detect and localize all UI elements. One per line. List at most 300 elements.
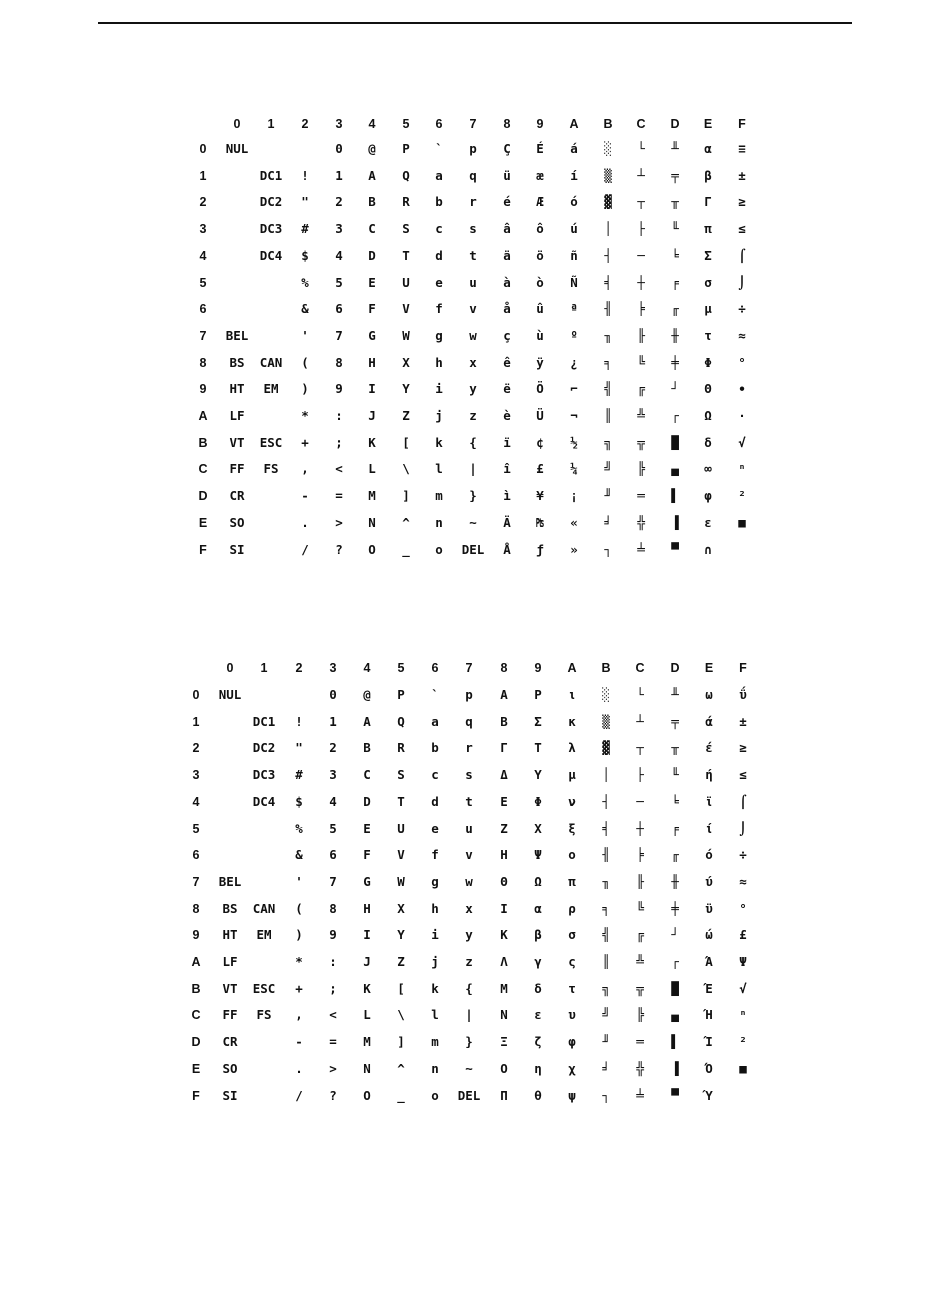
- table-cell: m: [435, 488, 443, 504]
- table-cell: &: [301, 301, 309, 317]
- table-cell: Γ: [500, 740, 508, 756]
- column-header: 8: [500, 661, 508, 675]
- table-cell: |: [469, 461, 477, 477]
- table-cell: J: [368, 408, 376, 423]
- table-cell: ╘: [671, 793, 679, 809]
- table-cell: ¿: [570, 354, 578, 370]
- table-cell: ": [301, 194, 309, 210]
- table-cell: ╥: [671, 740, 679, 756]
- table-cell: f: [431, 847, 439, 863]
- table-cell: c: [435, 221, 443, 237]
- table-cell: φ: [568, 1034, 576, 1050]
- table-cell: VT: [229, 434, 245, 450]
- table-cell: α: [704, 141, 712, 156]
- table-cell: ⌡: [739, 820, 747, 836]
- table-cell: L: [368, 461, 376, 477]
- table-cell: ▌: [671, 1034, 679, 1050]
- column-header: 4: [368, 117, 376, 131]
- table-cell: █: [671, 434, 679, 450]
- table-cell: B: [368, 194, 376, 210]
- row-header: 7: [199, 328, 207, 343]
- table-cell: Ç: [503, 141, 511, 156]
- table-cell: Ά: [705, 954, 713, 969]
- table-cell: n: [435, 514, 443, 530]
- row-header: 0: [192, 688, 200, 702]
- table-cell: ╢: [602, 847, 610, 863]
- table-cell: b: [431, 740, 439, 756]
- table-cell: *: [301, 408, 309, 423]
- table-cell: Ρ: [534, 687, 542, 702]
- table-cell: π: [704, 221, 712, 237]
- table-cell: Λ: [500, 954, 508, 969]
- table-cell: ª: [570, 301, 578, 317]
- table-cell: FS: [263, 461, 279, 477]
- table-cell: ?: [329, 1087, 337, 1103]
- table-cell: Τ: [534, 740, 542, 756]
- table-cell: x: [465, 900, 473, 916]
- table-cell: ╬: [636, 1060, 644, 1076]
- table-cell: υ: [568, 1007, 576, 1023]
- table-cell: 1: [335, 167, 343, 183]
- row-header: B: [198, 435, 208, 450]
- table-cell: χ: [568, 1060, 576, 1076]
- table-cell: 3: [335, 221, 343, 237]
- column-header: C: [636, 117, 646, 131]
- table-cell: t: [465, 793, 473, 809]
- table-cell: M: [368, 488, 376, 504]
- table-cell: β: [704, 167, 712, 183]
- table-cell: l: [431, 1007, 439, 1023]
- table-cell: |: [465, 1007, 473, 1023]
- table-cell: ~: [465, 1060, 473, 1076]
- table-cell: N: [363, 1060, 371, 1076]
- table-cell: !: [295, 713, 303, 729]
- table-cell: ▌: [671, 488, 679, 504]
- row-header: A: [191, 955, 201, 969]
- table-cell: ╨: [671, 687, 679, 702]
- column-header: 8: [503, 117, 511, 131]
- table-cell: ╙: [671, 767, 679, 783]
- table-cell: E: [363, 820, 371, 836]
- table-cell: ÷: [738, 301, 746, 317]
- table-cell: ÿ: [536, 354, 544, 370]
- table-cell: ö: [536, 247, 544, 263]
- table-cell: z: [469, 408, 477, 423]
- table-cell: ╝: [602, 1007, 610, 1023]
- table-cell: Χ: [534, 820, 542, 836]
- table-cell: /: [295, 1087, 303, 1103]
- table-cell: ü: [503, 167, 511, 183]
- table-cell: Κ: [500, 927, 508, 943]
- table-cell: s: [469, 221, 477, 237]
- table-cell: p: [469, 141, 477, 156]
- table-cell: ╧: [636, 1087, 644, 1103]
- row-header: 1: [199, 168, 207, 183]
- table-cell: ∙: [738, 381, 746, 397]
- table-cell: [: [402, 434, 410, 450]
- table-cell: t: [469, 247, 477, 263]
- table-cell: ²: [738, 488, 746, 504]
- table-cell: ╓: [671, 301, 679, 317]
- table-cell: ⌐: [570, 381, 578, 397]
- table-cell: ░: [604, 141, 612, 156]
- table-cell: γ: [534, 954, 542, 969]
- column-header: 6: [435, 117, 443, 131]
- table-cell: -: [301, 488, 309, 504]
- table-cell: Å: [503, 541, 511, 557]
- table-cell: ⁿ: [739, 1007, 747, 1023]
- table-cell: %: [295, 820, 303, 836]
- table-cell: µ: [704, 301, 712, 317]
- table-cell: ≥: [739, 740, 747, 756]
- row-header: 3: [199, 222, 207, 237]
- table-cell: =: [329, 1034, 337, 1050]
- table-cell: :: [329, 954, 337, 969]
- table-cell: Υ: [534, 767, 542, 783]
- table-cell: y: [465, 927, 473, 943]
- table-cell: g: [431, 873, 439, 889]
- table-cell: ⌠: [738, 247, 746, 263]
- table-cell: ε: [704, 514, 712, 530]
- column-header: 7: [469, 117, 477, 131]
- table-cell: j: [431, 954, 439, 969]
- table-cell: σ: [704, 274, 712, 290]
- table-cell: Α: [500, 687, 508, 702]
- table-cell: X: [397, 900, 405, 916]
- table-cell: ½: [570, 434, 578, 450]
- table-cell: è: [503, 408, 511, 423]
- table-cell: ≡: [738, 141, 746, 156]
- table-cell: }: [469, 488, 477, 504]
- table-cell: ): [295, 927, 303, 943]
- table-cell: Φ: [704, 354, 712, 370]
- table-cell: EM: [263, 381, 279, 397]
- table-cell: ≥: [738, 194, 746, 210]
- table-cell: ╤: [671, 167, 679, 183]
- table-cell: ╞: [637, 301, 645, 317]
- table-cell: Ω: [704, 408, 712, 423]
- table-cell: V: [397, 847, 405, 863]
- table-cell: r: [465, 740, 473, 756]
- table-cell: SI: [222, 1087, 238, 1103]
- table-cell: «: [570, 514, 578, 530]
- column-header: A: [567, 661, 577, 675]
- table-cell: ï: [503, 434, 511, 450]
- table-cell: ": [295, 740, 303, 756]
- table-cell: (: [301, 354, 309, 370]
- table-cell: HT: [222, 927, 238, 943]
- column-header: 9: [536, 117, 544, 131]
- table-cell: ά: [705, 713, 713, 729]
- table-cell: τ: [704, 327, 712, 343]
- table-cell: Y: [402, 381, 410, 397]
- table-cell: ░: [602, 687, 610, 702]
- table-cell: p: [465, 687, 473, 702]
- table-cell: A: [368, 167, 376, 183]
- table-cell: û: [536, 301, 544, 317]
- top-rule: [98, 22, 852, 24]
- table-cell: ■: [739, 1060, 747, 1076]
- table-cell: w: [465, 873, 473, 889]
- table-cell: η: [534, 1060, 542, 1076]
- table-cell: <: [329, 1007, 337, 1023]
- table-cell: Ό: [705, 1060, 713, 1076]
- table-cell: ^: [397, 1060, 405, 1076]
- table-cell: ┼: [636, 820, 644, 836]
- table-cell: δ: [534, 980, 542, 996]
- table-cell: I: [363, 927, 371, 943]
- table-cell: 7: [335, 327, 343, 343]
- row-header: 6: [199, 302, 207, 317]
- column-header: B: [601, 661, 611, 675]
- table-cell: DC2: [252, 740, 276, 756]
- table-cell: V: [402, 301, 410, 317]
- table-cell: °: [739, 900, 747, 916]
- row-header: E: [198, 515, 208, 530]
- table-cell: Ü: [536, 408, 544, 423]
- table-cell: ─: [636, 793, 644, 809]
- table-cell: Y: [397, 927, 405, 943]
- table-cell: °: [738, 354, 746, 370]
- table-cell: ύ: [705, 873, 713, 889]
- table-cell: É: [536, 141, 544, 156]
- table-cell: 8: [329, 900, 337, 916]
- table-cell: 6: [329, 847, 337, 863]
- table-cell: a: [431, 713, 439, 729]
- row-header: 8: [199, 355, 207, 370]
- table-cell: ┌: [671, 954, 679, 969]
- table-cell: ': [301, 327, 309, 343]
- row-header: C: [191, 1008, 201, 1023]
- table-cell: u: [465, 820, 473, 836]
- table-cell: ╚: [637, 354, 645, 370]
- row-header: 6: [192, 848, 200, 863]
- table-cell: └: [636, 687, 644, 702]
- table-cell: ≤: [739, 767, 747, 783]
- table-cell: ╩: [637, 408, 645, 423]
- table-cell: ▐: [671, 1060, 679, 1076]
- table-cell: 0: [329, 687, 337, 702]
- table-cell: æ: [536, 167, 544, 183]
- table-cell: FF: [222, 1007, 238, 1023]
- column-header: 4: [363, 661, 371, 675]
- table-cell: x: [469, 354, 477, 370]
- table-cell: i: [435, 381, 443, 397]
- table-cell: ƒ: [536, 541, 544, 557]
- table-cell: ╠: [637, 461, 645, 477]
- row-header: D: [191, 1035, 201, 1050]
- table-cell: ╞: [636, 847, 644, 863]
- table-cell: r: [469, 194, 477, 210]
- column-header: 9: [534, 661, 542, 675]
- table-cell: ┤: [604, 247, 612, 263]
- table-cell: HT: [229, 381, 245, 397]
- table-cell: ±: [739, 713, 747, 729]
- table-cell: ╢: [604, 301, 612, 317]
- table-cell: +: [301, 434, 309, 450]
- table-cell: ┘: [671, 927, 679, 943]
- table-cell: N: [368, 514, 376, 530]
- table-cell: Z: [402, 408, 410, 423]
- table-cell: T: [397, 793, 405, 809]
- table-cell: ù: [536, 327, 544, 343]
- table-cell: ú: [570, 221, 578, 237]
- table-cell: R: [402, 194, 410, 210]
- table-cell: ┬: [636, 740, 644, 756]
- table-cell: u: [469, 274, 477, 290]
- table-cell: ώ: [705, 927, 713, 943]
- table-cell: 3: [329, 767, 337, 783]
- table-cell: DC4: [259, 247, 283, 263]
- column-header: A: [569, 117, 579, 131]
- table-cell: ]: [397, 1034, 405, 1050]
- table-cell: D: [363, 793, 371, 809]
- table-cell: _: [397, 1087, 405, 1103]
- table-cell: ┼: [637, 274, 645, 290]
- table-cell: ESC: [259, 434, 283, 450]
- table-cell: ρ: [568, 900, 576, 916]
- table-cell: Γ: [704, 194, 712, 210]
- table-cell: │: [604, 221, 612, 237]
- table-cell: v: [469, 301, 477, 317]
- table-cell: τ: [568, 980, 576, 996]
- table-cell: Β: [500, 713, 508, 729]
- table-cell: Π: [500, 1087, 508, 1103]
- table-cell: λ: [568, 740, 576, 756]
- column-header: E: [704, 661, 714, 675]
- table-cell: DC1: [252, 713, 276, 729]
- table-cell: ■: [738, 514, 746, 530]
- column-header: F: [738, 117, 746, 131]
- table-cell: d: [431, 793, 439, 809]
- table-cell: J: [363, 954, 371, 969]
- table-cell: \: [397, 1007, 405, 1023]
- table-cell: ╫: [671, 327, 679, 343]
- table-cell: F: [368, 301, 376, 317]
- table-cell: F: [363, 847, 371, 863]
- table-cell: b: [435, 194, 443, 210]
- row-header: F: [192, 1088, 200, 1103]
- table-cell: ;: [329, 980, 337, 996]
- table-cell: DEL: [457, 1087, 481, 1103]
- column-header: C: [635, 661, 645, 675]
- table-cell: h: [431, 900, 439, 916]
- table-cell: 9: [335, 381, 343, 397]
- table-cell: LF: [229, 408, 245, 423]
- table-cell: Ñ: [570, 274, 578, 290]
- table-cell: π: [568, 873, 576, 889]
- table-cell: v: [465, 847, 473, 863]
- row-header: 7: [192, 874, 200, 889]
- row-header: B: [191, 981, 201, 996]
- table-cell: ή: [705, 767, 713, 783]
- table-cell: W: [397, 873, 405, 889]
- table-cell: £: [536, 461, 544, 477]
- table-cell: NUL: [225, 141, 249, 156]
- table-cell: ╔: [637, 381, 645, 397]
- table-cell: Ω: [534, 873, 542, 889]
- table-cell: é: [503, 194, 511, 210]
- table-cell: P: [397, 687, 405, 702]
- table-cell: ô: [536, 221, 544, 237]
- table-cell: ¬: [570, 408, 578, 423]
- column-header: 1: [267, 117, 275, 131]
- table-cell: ς: [568, 954, 576, 969]
- table-cell: Θ: [500, 873, 508, 889]
- table-cell: 9: [329, 927, 337, 943]
- column-header: B: [603, 117, 613, 131]
- table-cell: ç: [503, 327, 511, 343]
- table-cell: ?: [335, 541, 343, 557]
- table-cell: └: [637, 141, 645, 156]
- table-cell: Ξ: [500, 1034, 508, 1050]
- table-cell: z: [465, 954, 473, 969]
- table-cell: SO: [229, 514, 245, 530]
- table-cell: Ύ: [705, 1087, 713, 1103]
- table-cell: ╠: [636, 1007, 644, 1023]
- table-cell: I: [368, 381, 376, 397]
- table-cell: ;: [335, 434, 343, 450]
- table-cell: ì: [503, 488, 511, 504]
- table-cell: 4: [335, 247, 343, 263]
- table-cell: ╖: [602, 873, 610, 889]
- table-cell: ╡: [602, 820, 610, 836]
- table-cell: DC3: [259, 221, 283, 237]
- column-header: F: [739, 661, 747, 675]
- table-cell: »: [570, 541, 578, 557]
- table-cell: G: [363, 873, 371, 889]
- table-cell: FF: [229, 461, 245, 477]
- table-cell: β: [534, 927, 542, 943]
- table-cell: T: [402, 247, 410, 263]
- table-cell: ñ: [570, 247, 578, 263]
- table-cell: ╬: [637, 514, 645, 530]
- table-cell: m: [431, 1034, 439, 1050]
- table-cell: e: [431, 820, 439, 836]
- table-cell: ╗: [604, 434, 612, 450]
- table-cell: ╧: [637, 541, 645, 557]
- table-cell: R: [397, 740, 405, 756]
- table-cell: í: [570, 167, 578, 183]
- column-header: 6: [431, 661, 439, 675]
- table-cell: ä: [503, 247, 511, 263]
- table-cell: a: [435, 167, 443, 183]
- row-header: 4: [199, 248, 207, 263]
- table-cell: S: [397, 767, 405, 783]
- table-cell: 1: [329, 713, 337, 729]
- table-cell: k: [431, 980, 439, 996]
- table-cell: Ψ: [739, 954, 747, 969]
- table-cell: K: [368, 434, 376, 450]
- table-cell: 5: [329, 820, 337, 836]
- column-header: E: [703, 117, 713, 131]
- table-cell: BEL: [218, 873, 242, 889]
- table-cell: ╥: [671, 194, 679, 210]
- column-header: D: [670, 117, 680, 131]
- table-cell: ▓: [604, 194, 612, 210]
- table-cell: Η: [500, 847, 508, 863]
- table-cell: !: [301, 167, 309, 183]
- table-cell: Ί: [705, 1034, 713, 1050]
- table-cell: █: [671, 980, 679, 996]
- table-cell: L: [363, 1007, 371, 1023]
- table-cell: ~: [469, 514, 477, 530]
- table-cell: e: [435, 274, 443, 290]
- row-header: 5: [199, 275, 207, 290]
- table-cell: ║: [602, 954, 610, 969]
- row-header: D: [198, 489, 208, 504]
- table-cell: #: [301, 221, 309, 237]
